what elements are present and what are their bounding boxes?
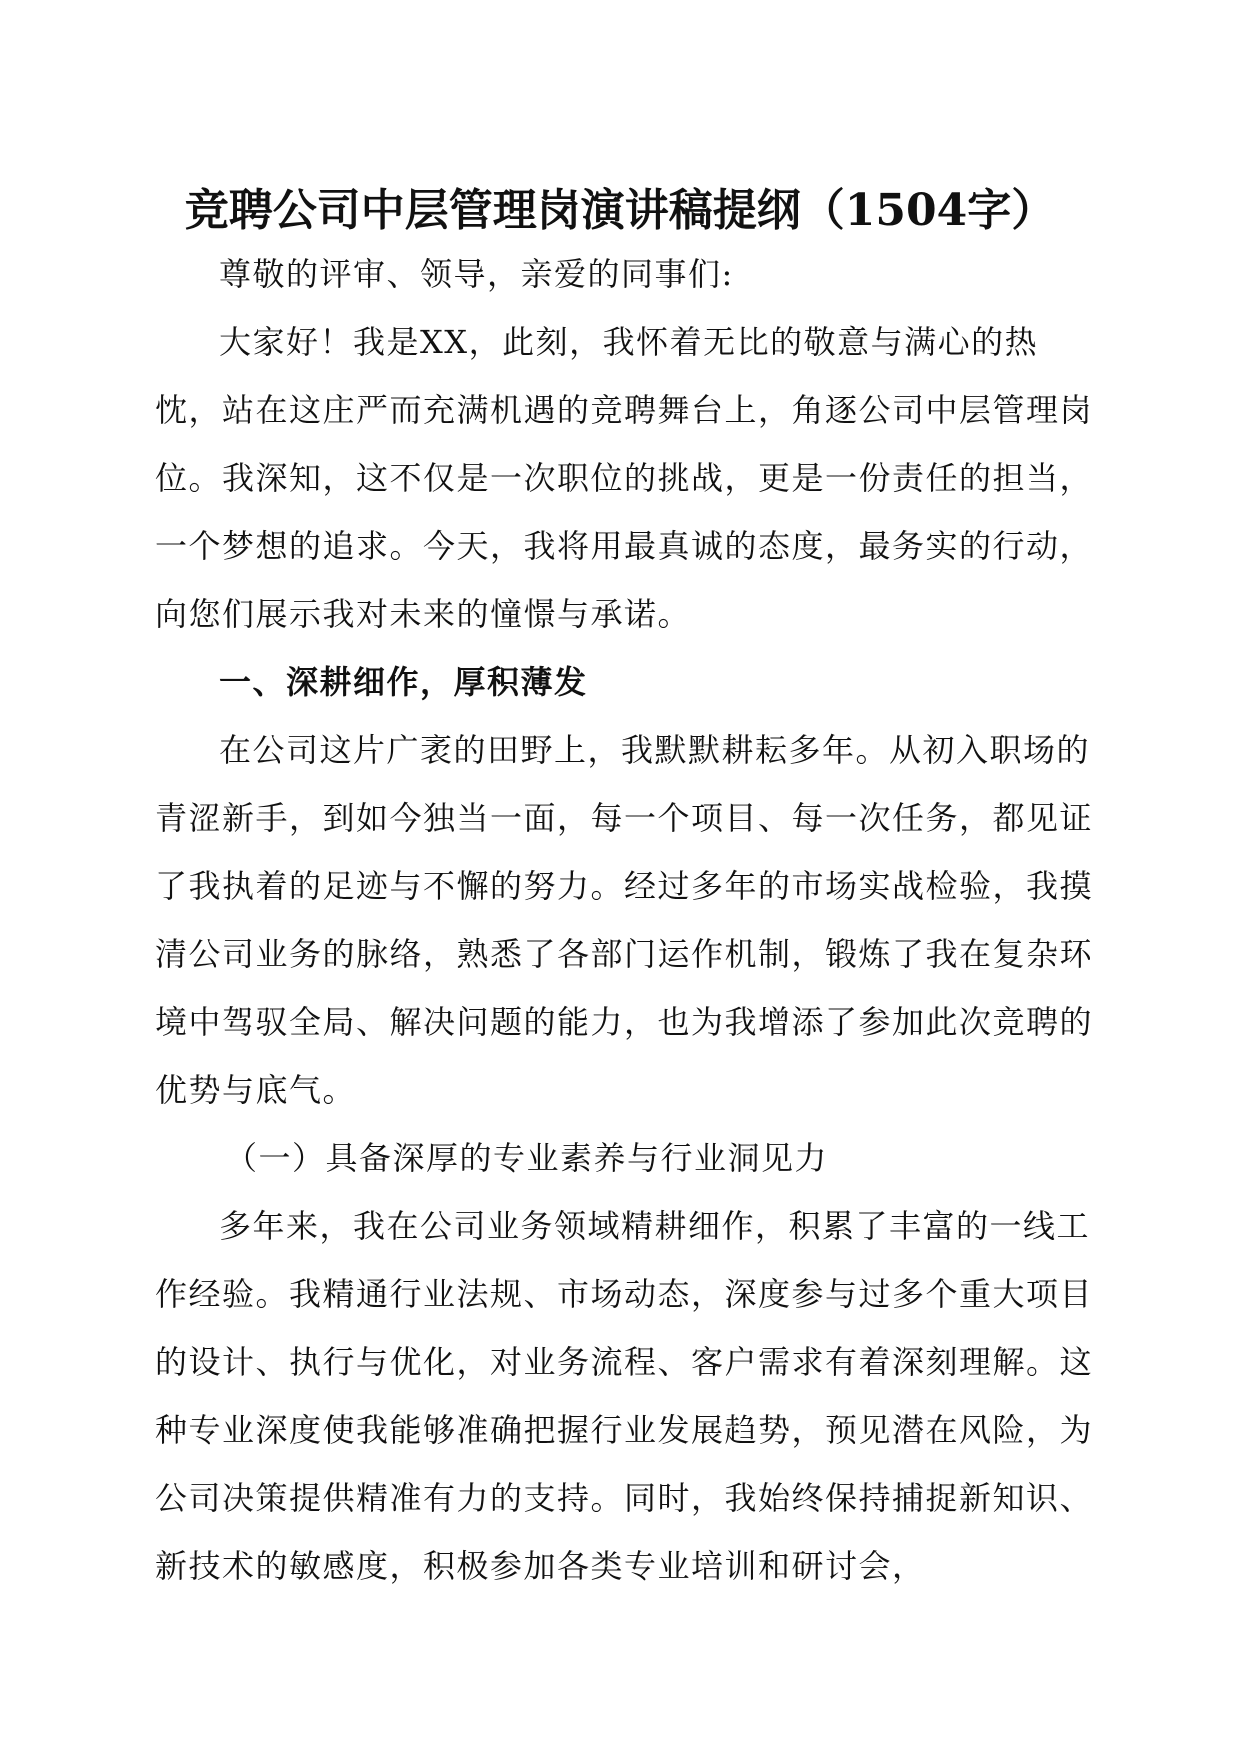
- greeting-paragraph: 尊敬的评审、领导，亲爱的同事们:: [219, 255, 734, 293]
- document-body: [155, 240, 1095, 1600]
- document-title: 竞聘公司中层管理岗演讲稿提纲（1504字）: [184, 185, 1056, 236]
- subsection-body-paragraph: 多年来，我在公司业务领域精耕细作，积累了丰富的一线工作经验。我精通行业法规、市场动态，深度参与过多个重大项目的设计、执行与优化，对业务流程、客户需求有着深刻理解。这种专业深度使我能够准确把握行业发展趋势，预见潜在风险，为公司决策提供精准有力的支持。同时，我始终保持捕捉新知识、新技术的敏感度，积极参加各类专业培训和研讨会，: [155, 1207, 1094, 1585]
- section-heading: 一、深耕细作，厚积薄发: [219, 663, 588, 701]
- intro-paragraph: 大家好！我是XX，此刻，我怀着无比的敬意与满心的热忱，站在这庄严而充满机遇的竞聘舞台上，角逐公司中层管理岗位。我深知，这不仅是一次职位的挑战，更是一份责任的担当，一个梦想的追求。今天，我将用最真诚的态度，最务实的行动，向您们展示我对未来的憧憬与承诺。: [155, 323, 1094, 633]
- section-body-paragraph: 在公司这片广袤的田野上，我默默耕耘多年。从初入职场的青涩新手，到如今独当一面，每一个项目、每一次任务，都见证了我执着的足迹与不懈的努力。经过多年的市场实战检验，我摸清公司业务的脉络，熟悉了各部门运作机制，锻炼了我在复杂环境中驾驭全局、解决问题的能力，也为我增添了参加此次竞聘的优势与底气。: [155, 731, 1094, 1109]
- subsection-heading: （一）具备深厚的专业素养与行业洞见力: [225, 1139, 829, 1177]
